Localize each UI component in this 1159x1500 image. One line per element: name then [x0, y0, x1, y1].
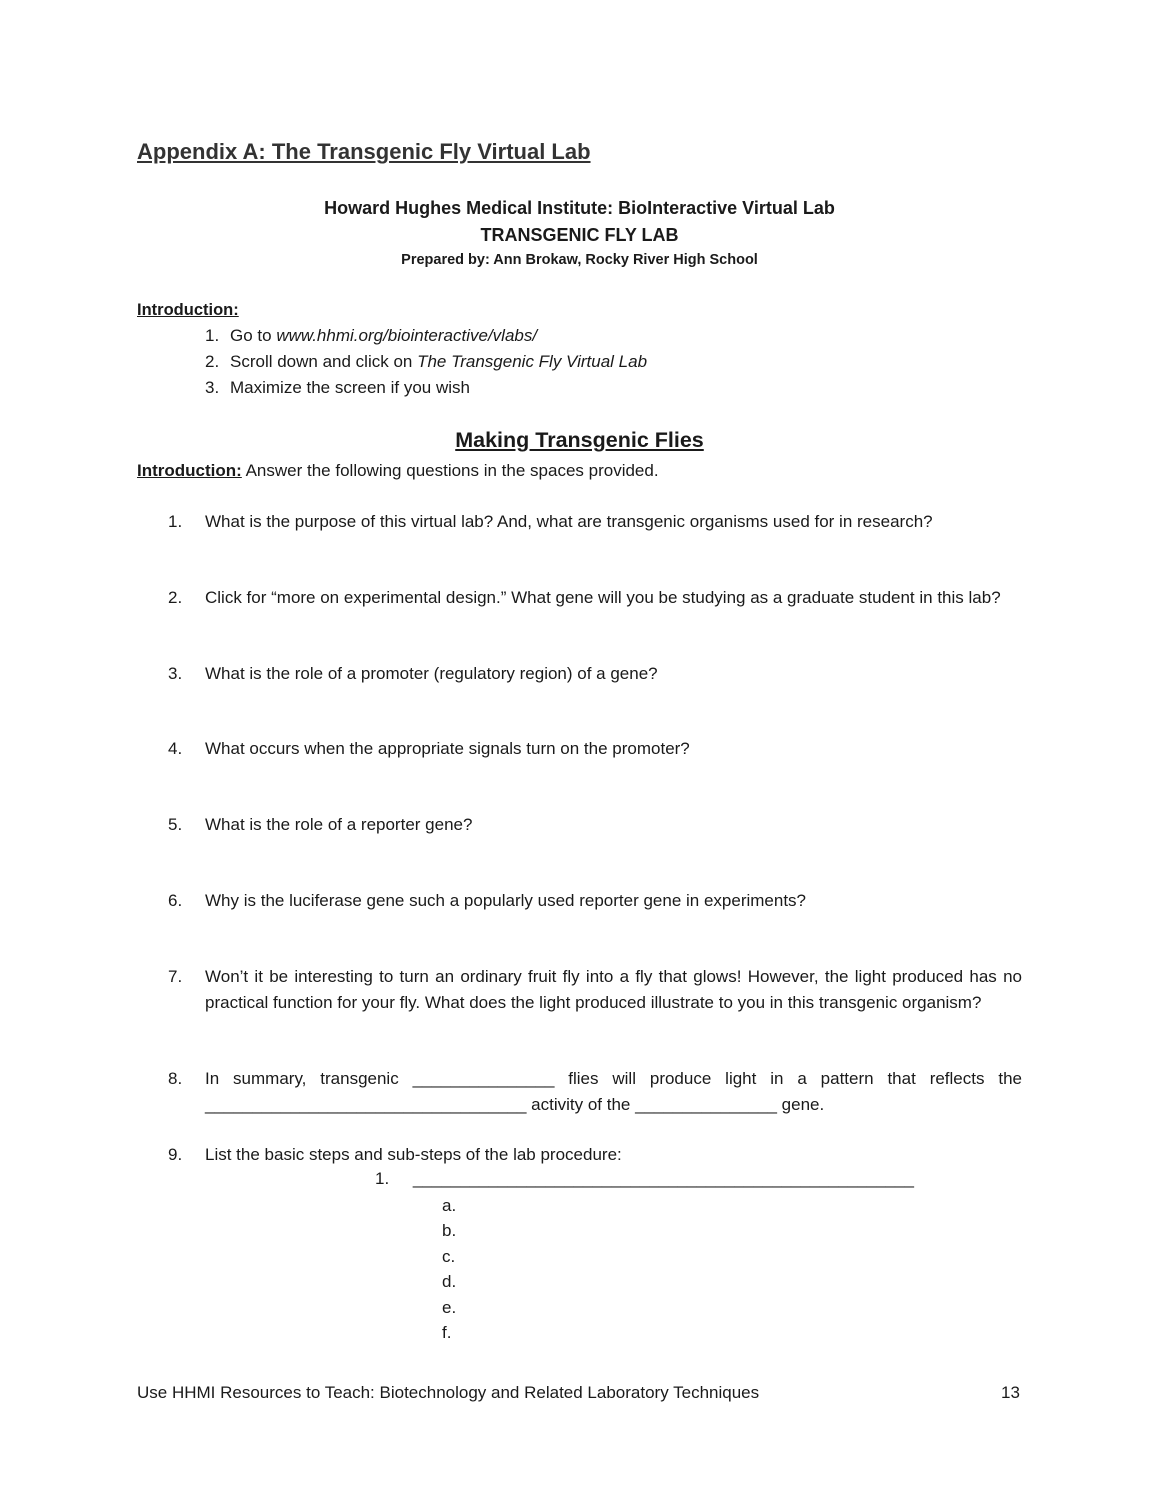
- intro-step-text: Maximize the screen if you wish: [230, 378, 470, 397]
- prepared-by: Prepared by: Ann Brokaw, Rocky River High School: [401, 252, 758, 268]
- intro-heading: Introduction:: [137, 301, 239, 319]
- substep-e: e.: [442, 1298, 457, 1317]
- substep-a: a.: [442, 1196, 457, 1215]
- substep-f: f.: [442, 1323, 452, 1342]
- intro-step-number: 3.: [205, 378, 220, 397]
- question-text: Won’t it be interesting to turn an ordinary fruit fly into a fly that glows! However, the light produced has no practical function for your fly. What does the light produced illustrate to you in this transgenic organism?: [205, 967, 1022, 1012]
- substep-d: d.: [442, 1272, 457, 1291]
- lab-name: The Transgenic Fly Virtual Lab: [417, 352, 648, 371]
- question-6: [168, 888, 1022, 914]
- question-3: [168, 661, 1022, 687]
- question-number: 3.: [168, 664, 183, 683]
- question-8: [168, 1066, 1022, 1117]
- question-text: What is the role of a reporter gene?: [205, 815, 473, 834]
- question-number: 5.: [168, 815, 183, 834]
- lab-title: TRANSGENIC FLY LAB: [480, 225, 679, 245]
- lab-url-link[interactable]: www.hhmi.org/biointeractive/vlabs/: [276, 326, 538, 345]
- intro-step-2: [205, 352, 647, 372]
- intro-step-1: [205, 326, 537, 346]
- question-2: [168, 585, 1022, 611]
- question-number: 2.: [168, 588, 183, 607]
- procedure-step-1[interactable]: [375, 1169, 914, 1189]
- page-number: 13: [1001, 1383, 1020, 1402]
- question-number: 1.: [168, 512, 183, 531]
- intro-step-number: 2.: [205, 352, 220, 371]
- question-text: Click for “more on experimental design.” What gene will you be studying as a graduate student in this lab?: [205, 588, 1001, 607]
- footer-title: Use HHMI Resources to Teach: Biotechnology and Related Laboratory Techniques: [137, 1383, 760, 1402]
- question-text: What is the purpose of this virtual lab? And, what are transgenic organisms used for in research?: [205, 512, 933, 531]
- question-text: What is the role of a promoter (regulatory region) of a gene?: [205, 664, 658, 683]
- question-7: [168, 964, 1022, 1015]
- procedure-step-number: 1.: [375, 1169, 390, 1188]
- question-text: What occurs when the appropriate signals turn on the promoter?: [205, 739, 690, 758]
- question-number: 8.: [168, 1069, 183, 1088]
- question-4: [168, 736, 1022, 762]
- intro-step-number: 1.: [205, 326, 220, 345]
- procedure-step-blank[interactable]: _____________________________________________________: [412, 1169, 914, 1188]
- question-number: 4.: [168, 739, 183, 758]
- question-text: List the basic steps and sub-steps of the lab procedure:: [205, 1145, 622, 1164]
- section-title: Making Transgenic Flies: [455, 428, 704, 452]
- section-intro-text: Answer the following questions in the spaces provided.: [241, 461, 659, 480]
- substep-c: c.: [442, 1247, 456, 1266]
- appendix-title: Appendix A: The Transgenic Fly Virtual Lab: [137, 139, 591, 164]
- question-9: [168, 1142, 1022, 1168]
- question-text: Why is the luciferase gene such a popularly used reporter gene in experiments?: [205, 891, 807, 910]
- question-text-line-2[interactable]: __________________________________ activity of the _______________ gene.: [205, 1094, 825, 1114]
- question-1: [168, 509, 1022, 535]
- intro-step-3: [205, 378, 470, 398]
- intro-step-text: Go to: [230, 326, 277, 345]
- section-intro-label: Introduction:: [137, 461, 242, 480]
- intro-step-text: Scroll down and click on: [230, 352, 418, 371]
- substep-b: b.: [442, 1221, 457, 1240]
- question-text-line-1[interactable]: In summary, transgenic _______________ flies will produce light in a pattern that reflects the: [205, 1069, 1022, 1088]
- institute-header: Howard Hughes Medical Institute: BioInteractive Virtual Lab: [324, 198, 835, 218]
- section-intro: [137, 461, 659, 481]
- question-number: 9.: [168, 1145, 183, 1164]
- question-number: 7.: [168, 967, 183, 986]
- question-5: [168, 812, 1022, 838]
- question-number: 6.: [168, 891, 183, 910]
